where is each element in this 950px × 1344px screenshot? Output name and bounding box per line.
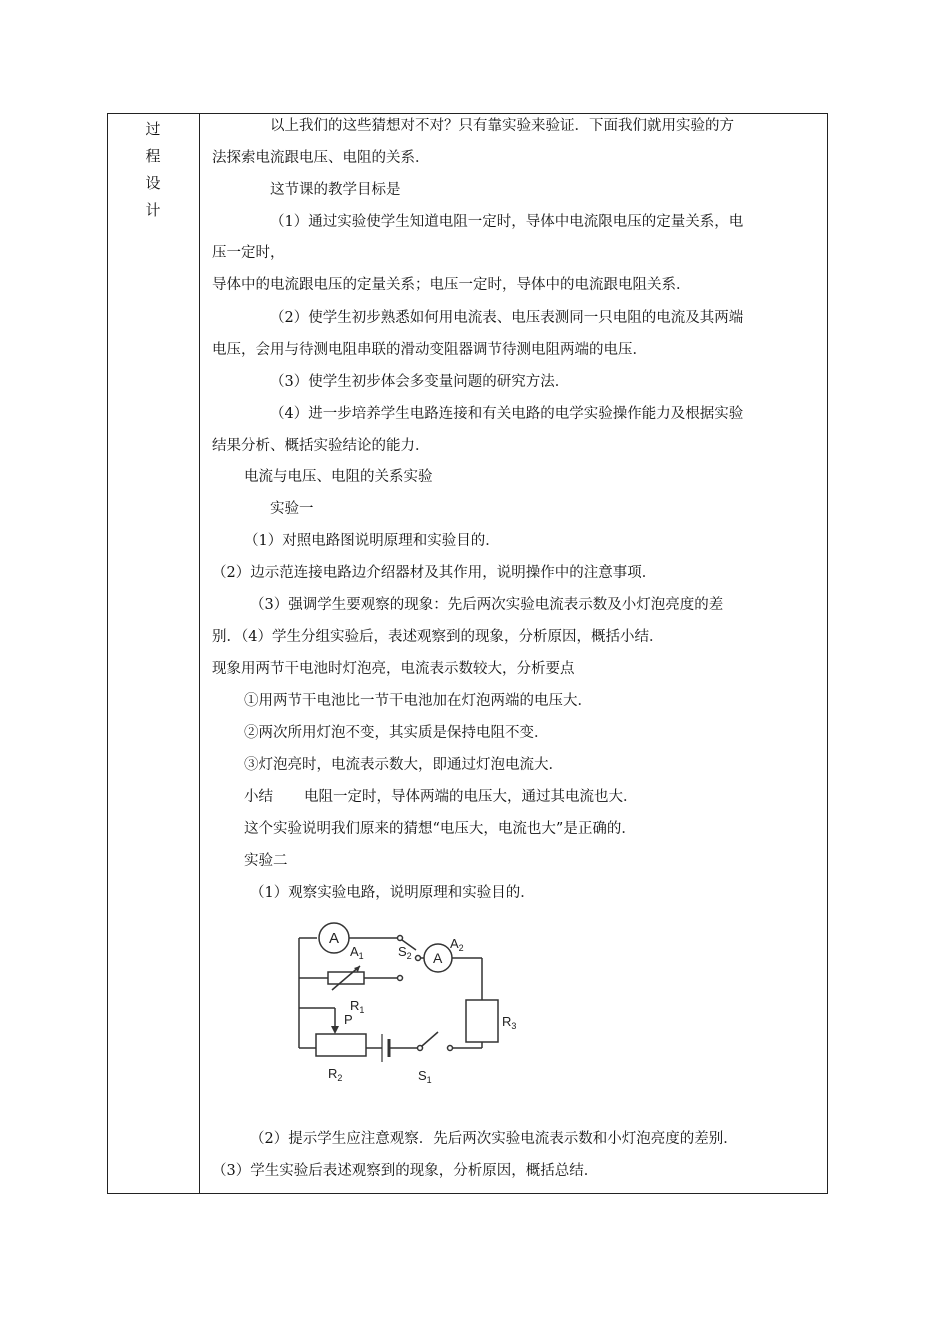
paragraph-line: 结果分析、概括实验结论的能力． [212, 438, 430, 454]
paragraph-line: 现象用两节干电池时灯泡亮，电流表示数较大，分析要点 [212, 661, 575, 677]
label-a1: $A_1$ [350, 944, 364, 961]
step-item: （1）观察实验电路，说明原理和实验目的． [250, 885, 535, 901]
goal-item-1: （1）通过实验使学生知道电阻一定时，导体中电流限电压的定量关系，电 [270, 214, 744, 230]
switch-s2-terminal [398, 936, 403, 941]
label-a2: $A_2$ [450, 936, 464, 953]
analysis-point: ②两次所用灯泡不变，其实质是保持电阻不变． [244, 725, 549, 741]
summary-text: 电阻一定时，导体两端的电压大，通过其电流也大． [304, 789, 638, 805]
switch-s2-terminal [416, 956, 421, 961]
label-r1: $R_1$ [350, 998, 365, 1015]
resistor-r2 [316, 1034, 366, 1056]
goal-item-3: （3）使学生初步体会多变量问题的研究方法． [270, 374, 570, 390]
paragraph-line: 法探索电流跟电压、电阻的关系． [212, 150, 430, 166]
analysis-point: ①用两节干电池比一节干电池加在灯泡两端的电压大． [244, 693, 592, 709]
switch-s1-terminal [418, 1046, 423, 1051]
switch-s1-terminal [448, 1046, 453, 1051]
switch-s2-terminal [398, 976, 403, 981]
step-item: （3）强调学生要观察的现象：先后两次实验电流表示数及小灯泡亮度的差 [250, 597, 724, 613]
section-heading: 电流与电压、电阻的关系实验 [244, 469, 433, 485]
label-s2: $S_2$ [398, 944, 412, 961]
paragraph-line: 别．（4）学生分组实验后，表述观察到的现象，分析原因，概括小结． [212, 629, 664, 645]
analysis-point: ③灯泡亮时，电流表示数大，即通过灯泡电流大． [244, 757, 563, 773]
paragraph-line: 压一定时， [212, 245, 285, 261]
switch-s1-blade [422, 1032, 438, 1046]
label-p: P [344, 1012, 353, 1027]
label-char: 程 [145, 147, 161, 165]
resistor-r3 [466, 1000, 498, 1042]
label-r2: $R_2$ [328, 1066, 343, 1083]
goal-item-4: （4）进一步培养学生电路连接和有关电路的电学实验操作能力及根据实验 [270, 406, 744, 422]
ammeter-symbol: A [433, 950, 443, 966]
paragraph-line: 这节课的教学目标是 [270, 182, 401, 198]
paragraph-line: 以上我们的这些猜想对不对？只有靠实验来验证．下面我们就用实验的方 [270, 118, 734, 134]
label-char: 设 [145, 174, 161, 192]
summary-label: 小结 [244, 789, 273, 805]
step-item: （3）学生实验后表述观察到的现象，分析原因，概括总结． [212, 1163, 599, 1179]
column-divider [199, 113, 200, 1194]
ammeter-symbol: A [329, 930, 340, 947]
slider-arrow-head [331, 1026, 339, 1034]
experiment-heading: 实验二 [244, 853, 288, 869]
step-item: （1）对照电路图说明原理和实验目的． [244, 533, 500, 549]
label-char: 过 [145, 120, 161, 138]
experiment-heading: 实验一 [270, 501, 314, 517]
circuit-diagram [290, 918, 530, 1088]
label-r3: $R_3$ [502, 1014, 517, 1031]
label-char: 计 [145, 201, 161, 219]
section-label [107, 116, 199, 224]
label-s1: $S_1$ [418, 1068, 432, 1085]
paragraph-line: 电压，会用与待测电阻串联的滑动变阻器调节待测电阻两端的电压． [212, 342, 647, 358]
step-item: （2）边示范连接电路边介绍器材及其作用，说明操作中的注意事项． [212, 565, 657, 581]
step-item: （2）提示学生应注意观察．先后两次实验电流表示数和小灯泡亮度的差别． [250, 1131, 738, 1147]
paragraph-line: 导体中的电流跟电压的定量关系；电压一定时，导体中的电流跟电阻关系． [212, 277, 691, 293]
goal-item-2: （2）使学生初步熟悉如何用电流表、电压表测同一只电阻的电流及其两端 [270, 310, 744, 326]
paragraph-line: 这个实验说明我们原来的猜想“电压大，电流也大”是正确的． [244, 821, 636, 837]
